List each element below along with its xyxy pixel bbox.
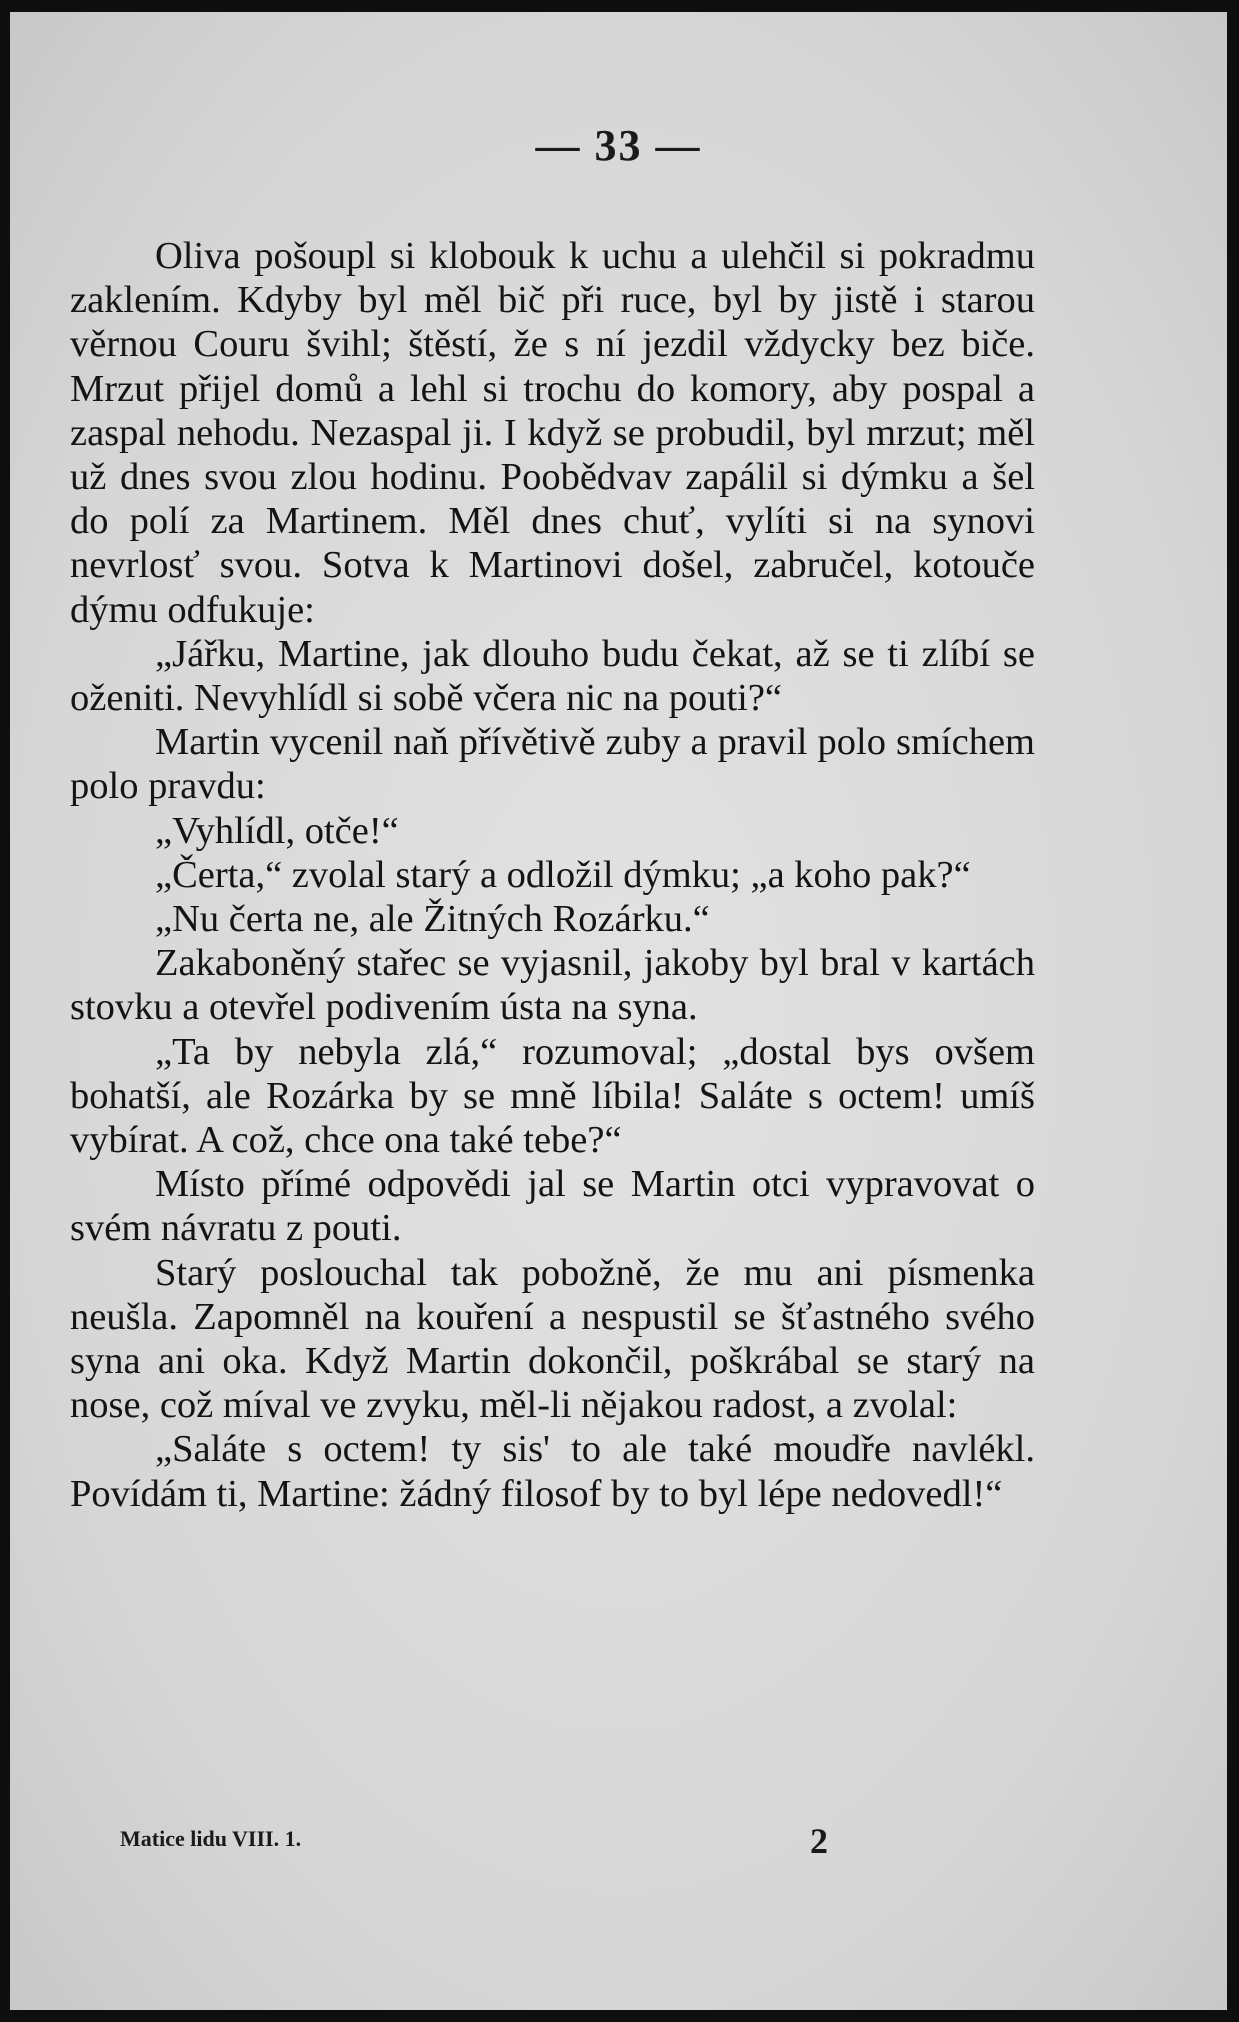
- paragraph: Místo přímé odpovědi jal se Martin otci vypravovat o svém návratu z pouti.: [70, 1163, 1035, 1250]
- paragraph: Zakaboněný stařec se vyjasnil, jakoby byl bral v kartách stovku a otevřel podivením ústa na syna.: [70, 942, 1035, 1029]
- paragraph: „Vyhlídl, otče!“: [155, 809, 399, 852]
- printer-signature: Matice lidu VIII. 1.: [120, 1826, 302, 1851]
- paragraph: Oliva pošoupl si klobouk k uchu a ulehčil si pokradmu zaklením. Kdyby byl měl bič při ruce, byl by jistě i starou věrnou Couru švihl; štěstí, že s ní jezdil vždycky bez biče. Mrzut přijel domů a lehl si trochu do komory, aby pospal a zaspal nehodu. Nezaspal ji. I když se probudil, byl mrzut; měl už dnes svou zlou hodinu. Poobědvav zapálil si dýmku a šel do polí za Martinem. Měl dnes chuť, vylíti si na synovi nevrlosť svou. Sotva k Martinovi došel, zabručel, kotouče dýmu odfukuje:: [70, 235, 1035, 631]
- book-page: [10, 12, 1227, 2010]
- paragraph: „Čerta,“ zvolal starý a odložil dýmku; „a koho pak?“: [155, 853, 971, 896]
- paragraph: „Ta by nebyla zlá,“ rozumoval; „dostal bys ovšem bohatší, ale Rozárka by se mně líbila! Saláte s octem! umíš vybírat. A což, chce ona také tebe?“: [70, 1030, 1035, 1162]
- paragraph: Starý poslouchal tak pobožně, že mu ani písmenka neušla. Zapomněl na kouření a nespustil se šťastného svého syna ani oka. Když Martin dokončil, poškrábal se starý na nose, což míval ve zvyku, měl-li nějakou radost, a zvolal:: [70, 1251, 1035, 1427]
- paragraph: „Saláte s octem! ty sis' to ale také moudře navlékl. Povídám ti, Martine: žádný filosof by to byl lépe nedovedl!“: [70, 1428, 1035, 1515]
- body-text: [70, 234, 1035, 1516]
- page-number-header: — 33 —: [535, 121, 702, 170]
- paragraph: „Jářku, Martine, jak dlouho budu čekat, až se ti zlíbí se oženiti. Nevyhlídl si sobě včera nic na pouti?“: [70, 632, 1035, 720]
- sheet-number: 2: [810, 1821, 828, 1861]
- paragraph: „Nu čerta ne, ale Žitných Rozárku.“: [155, 898, 710, 941]
- paragraph: Martin vycenil naň přívětivě zuby a pravil polo smíchem polo pravdu:: [70, 721, 1035, 808]
